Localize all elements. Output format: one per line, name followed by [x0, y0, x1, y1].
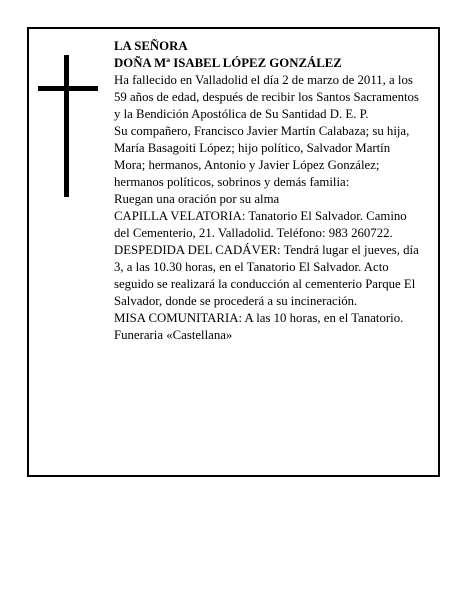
cross-horizontal-bar — [38, 86, 98, 91]
family-list: Su compañero, Francisco Javier Martín Calabaza; su hija, María Basagoiti López; hijo político, Salvador Martín Mora; hermanos, Antonio y Javier López González; hermanos políticos, sobrinos y demás familia: — [114, 124, 410, 189]
latin-cross-icon — [38, 55, 98, 197]
obituary-text — [114, 38, 424, 344]
prayer-request: Ruegan una oración por su alma — [114, 192, 280, 206]
death-announcement: Ha fallecido en Valladolid el día 2 de marzo de 2011, a los 59 años de edad, después de recibir los Santos Sacramentos y la Bendición Apostólica de Su Santidad D. E. P. — [114, 73, 419, 121]
farewell-info: DESPEDIDA DEL CADÁVER: Tendrá lugar el jueves, día 3, a las 10.30 horas, en el Tanatorio El Salvador. Acto seguido se realizará la conducción al cementerio Parque El Salvador, donde se procederá a su incineración. — [114, 243, 419, 308]
obituary-heading: LA SEÑORA — [114, 39, 188, 53]
chapel-info: CAPILLA VELATORIA: Tanatorio El Salvador. Camino del Cementerio, 21. Valladolid. Teléfono: 983 260722. — [114, 209, 407, 240]
mass-info: MISA COMUNITARIA: A las 10 horas, en el Tanatorio. — [114, 311, 404, 325]
cross-vertical-bar — [64, 55, 69, 197]
funeral-home: Funeraria «Castellana» — [114, 328, 233, 342]
deceased-name: DOÑA Mª ISABEL LÓPEZ GONZÁLEZ — [114, 56, 342, 70]
